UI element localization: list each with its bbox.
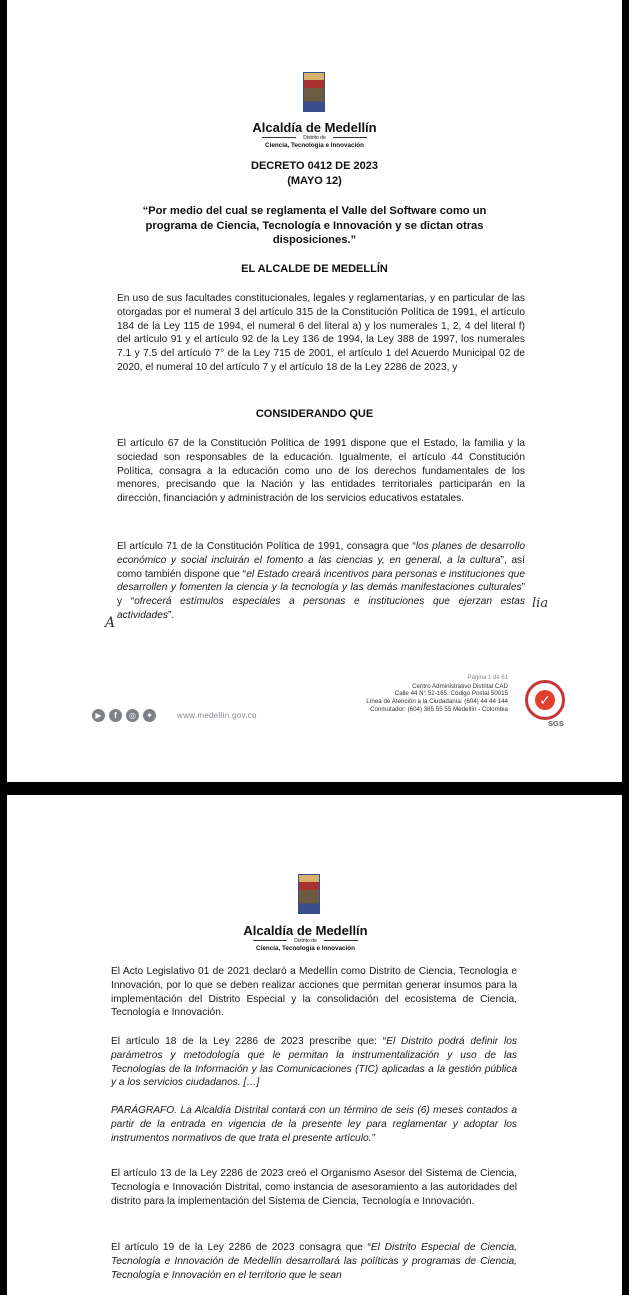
divider [324,940,358,941]
handwritten-note: lia [532,596,549,611]
document-page-1 [7,0,622,782]
considerando-heading: CONSIDERANDO QUE [255,408,374,420]
medellin-coat-of-arms-icon [303,72,325,112]
considerando-paragraph-2: El artículo 71 de la Constitución Política de 1991, consagra que “los planes de desarrollo económico y social incluirán el fomento a las ciencias y, en general, a la cultura”, así como también dispone que “el Estado creará incentivos para personas e instituciones que desarrollen y fomenten la ciencia y la tecnología y las demás manifestaciones culturales” y “ofrecerá estímulos especiales a personas e instituciones que ejerzan estas actividades”. [117,541,525,621]
considerando-paragraph-1: El artículo 67 de la Constitución Política de 1991 dispone que el Estado, la familia y la sociedad son responsables de la educación. Igualmente, el artículo 44 Constitución Política, consagra a la educación como uno de los derechos fundamentales de los menores, precisando que la Nación y las entidades territoriales participarán en la dirección, financiación y administración de los servicios educativos estatales. [117,438,525,505]
paragraph-acto-legislativo: El Acto Legislativo 01 de 2021 declaró a Medellín como Distrito de Ciencia, Tecnología e Innovación, por lo que se deben realizar acciones que permitan generar insumos para la implementación del Distrito Especial y la consolidación del ecosistema de Ciencia, Tecnología e Innovación. [111,966,517,1019]
paragraph-articulo-13: El artículo 13 de la Ley 2286 de 2023 creó el Organismo Asesor del Sistema de Ciencia, Tecnología e Innovación Distrital, como instancia de asesoramiento a las autoridades del distrito para la implementación del Sistema de Ciencia, Tecnología e Innovación. [111,1168,517,1207]
divider [333,137,367,138]
brand-block [7,923,613,953]
document-page-2 [7,795,622,1295]
footer-address: Página 1 de 61 Centro Administrativo Distrital CAD Calle 44 N° 52-165. Código Postal 50015 Línea de Atención a la Ciudadanía: (604) 44 44 144 Conmutador: (604) 385 55 55 Medellín - Colombia [366,675,508,713]
youtube-icon[interactable]: ▶ [92,709,105,722]
authority-heading: EL ALCALDE DE MEDELLÍN [241,263,388,275]
website-link[interactable]: www.medellin.gov.co [177,711,257,720]
paragraph-paragrafo: PARÁGRAFO. La Alcaldía Distrital contará con un término de seis (6) meses contados a partir de la entrada en vigencia de la presente ley para reglamentar y adoptar los instrumentos normativos de que trata el presente artículo.” [111,1105,517,1144]
medellin-coat-of-arms-icon [298,874,320,914]
handwritten-mark: A [105,615,116,631]
brand-distrito: Distrito de [303,135,326,141]
divider [262,137,296,138]
certification-label: SGS [548,719,564,728]
decree-date: (MAYO 12) [287,175,342,187]
social-links [92,709,156,722]
instagram-icon[interactable]: ◎ [126,709,139,722]
paragraph-articulo-18: El artículo 18 de la Ley 2286 de 2023 prescribe que: “El Distrito podrá definir los parámetros y metodología que le permitan la instrumentalización y uso de las Tecnologías de la Información y las Comunicaciones (TIC) aplicadas a la gestión pública y a los servicios ciudadanos. […] [111,1036,517,1089]
brand-name: Alcaldía de Medellín [252,120,377,135]
certification-seal-icon: ✓ [525,680,565,720]
decree-number: DECRETO 0412 DE 2023 [251,160,378,172]
twitter-icon[interactable]: ✦ [143,709,156,722]
brand-secretaria: Ciencia, Tecnología e Innovación [256,945,355,952]
paragraph-articulo-19: El artículo 19 de la Ley 2286 de 2023 consagra que “El Distrito Especial de Ciencia, Tecnología e Innovación de Medellín desarrollará las políticas y programas de Ciencia, Tecnología e Innovación en el territorio que le sean [111,1242,517,1281]
divider [253,940,287,941]
decree-title: “Por medio del cual se reglamenta el Valle del Software como un programa de Ciencia, Tecnología e Innovación y se dictan otras disposiciones.” [142,205,487,246]
intro-paragraph: En uso de sus facultades constitucionales, legales y reglamentarias, y en particular de las otorgadas por el numeral 3 del artículo 315 de la Constitución Política de 1991, el artículo 184 de la Ley 115 de 1994, el numeral 6 del literal a) y los numerales 1, 2, 4 del literal f) del artículo 91 y el artículo 92 de la Ley 136 de 1994, la Ley 388 de 1997, los numerales 7.1 y 7.5 del artículo 7° de la Ley 715 de 2001, el artículo 1 del Acuerdo Municipal 02 de 2020, el numeral 10 del artículo 7 y el artículo 18 de la Ley 2286 de 2023, y [117,293,525,373]
page-number: Página 1 de 61 [467,675,508,681]
brand-name: Alcaldía de Medellín [243,923,368,938]
brand-secretaria: Ciencia, Tecnología e Innovación [265,142,364,149]
facebook-icon[interactable]: f [109,709,122,722]
brand-block [7,120,622,150]
brand-distrito: Distrito de [294,938,317,944]
